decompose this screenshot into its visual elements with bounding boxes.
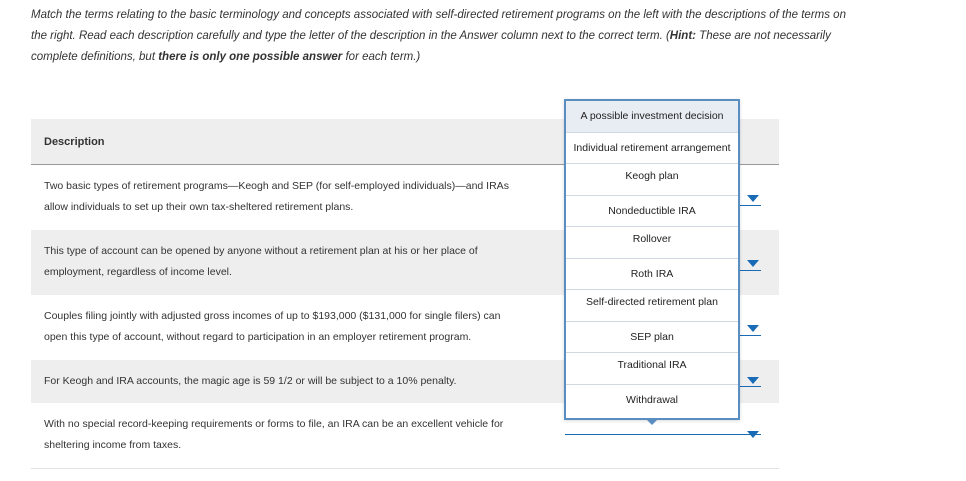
- row-line: allow individuals to set up their own tax-sheltered retirement plans.: [44, 201, 354, 213]
- chevron-down-icon[interactable]: [747, 260, 759, 267]
- instructions-text-1: Match the terms relating to the basic terminology and concepts associated with self-directed retirement programs on the left with the descriptions of the terms on the right. Read each description carefully and type the letter of the description in the Answer column next to the correct term. (: [31, 9, 846, 42]
- answer-select[interactable]: [565, 433, 761, 435]
- chevron-down-icon[interactable]: [747, 325, 759, 332]
- row-line: employment, regardless of income level.: [44, 266, 232, 278]
- row-line: sheltering income from taxes.: [44, 439, 182, 451]
- dropdown-option[interactable]: Roth IRA: [566, 259, 738, 291]
- dropdown-option[interactable]: Nondeductible IRA: [566, 196, 738, 228]
- answer-dropdown-list[interactable]: [564, 99, 740, 420]
- description-column-header: Description: [44, 136, 105, 148]
- instructions-text-3: for each term.): [342, 51, 421, 63]
- dropdown-option[interactable]: Self-directed retirement plan: [566, 290, 738, 322]
- dropdown-option[interactable]: Withdrawal: [626, 393, 678, 406]
- chevron-down-icon[interactable]: [747, 195, 759, 202]
- instructions-text-2: These are not necessarily complete definitions, but: [31, 30, 831, 63]
- dropdown-option[interactable]: A possible investment decision: [566, 101, 738, 133]
- row-line: open this type of account, without regard to participation in an employer retirement program.: [44, 331, 472, 343]
- row-description: [44, 414, 554, 456]
- hint-label: Hint:: [669, 30, 696, 42]
- row-description: [44, 176, 554, 218]
- row-line: Two basic types of retirement programs—Keogh and SEP (for self-employed individuals)—and IRAs: [44, 180, 509, 192]
- row-description: [44, 306, 554, 348]
- dropdown-option[interactable]: Rollover: [566, 227, 738, 259]
- row-description: [44, 241, 554, 283]
- row-line: With no special record-keeping requirements or forms to file, an IRA can be an excellent vehicle for: [44, 418, 504, 430]
- dropdown-option[interactable]: Keogh plan: [566, 164, 738, 196]
- dropdown-option[interactable]: Traditional IRA: [566, 353, 738, 385]
- row-line: Couples filing jointly with adjusted gross incomes of up to $193,000 ($131,000 for single filers) can: [44, 310, 501, 322]
- instructions: [31, 5, 861, 68]
- row-line: This type of account can be opened by anyone without a retirement plan at his or her place of: [44, 245, 478, 257]
- row-line: For Keogh and IRA accounts, the magic age is 59 1/2 or will be subject to a 10% penalty.: [44, 375, 457, 387]
- dropdown-option[interactable]: Individual retirement arrangement: [566, 133, 738, 165]
- chevron-down-icon[interactable]: [747, 377, 759, 384]
- row-description: [44, 371, 554, 392]
- chevron-down-icon[interactable]: [747, 431, 759, 438]
- dropdown-option[interactable]: SEP plan: [566, 322, 738, 354]
- instructions-bold-phrase: there is only one possible answer: [158, 51, 343, 63]
- dropdown-pointer-icon: [645, 418, 659, 425]
